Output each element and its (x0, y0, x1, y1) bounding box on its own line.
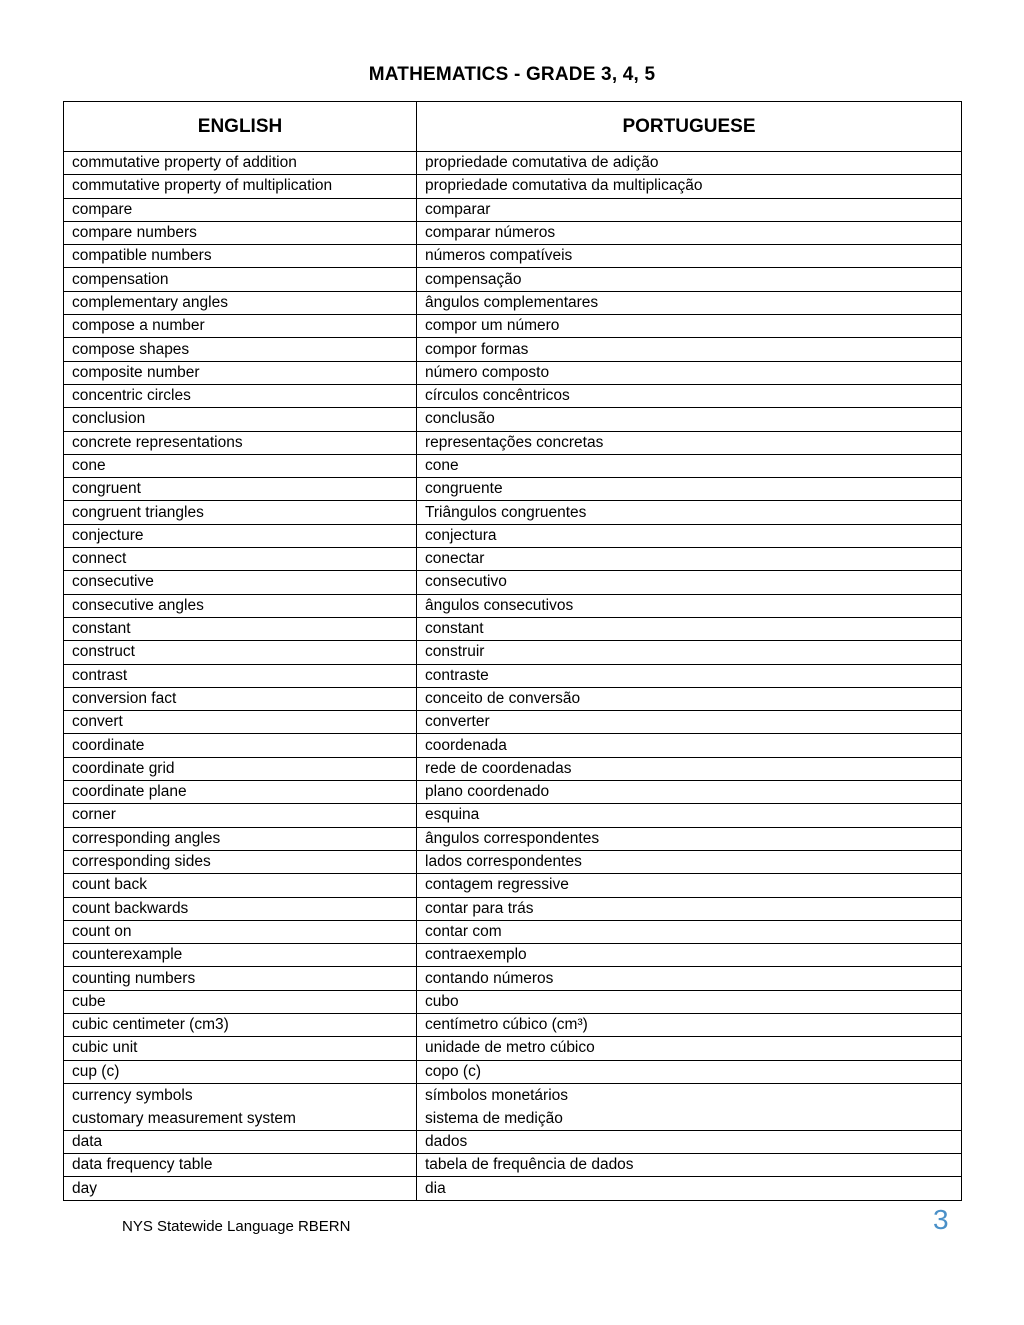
table-row (64, 1013, 962, 1036)
table-row (64, 548, 962, 571)
english-term: consecutive angles (72, 596, 204, 614)
portuguese-term: símbolos monetários (425, 1086, 569, 1104)
portuguese-term: Triângulos congruentes (425, 503, 587, 521)
portuguese-term: contar para trás (425, 899, 534, 917)
portuguese-term: contagem regressive (425, 876, 569, 894)
english-term: data (72, 1133, 103, 1151)
portuguese-term: número composto (425, 363, 550, 381)
table-row (64, 897, 962, 920)
portuguese-term-cell (417, 315, 962, 338)
portuguese-term: cone (425, 457, 459, 474)
portuguese-term-cell (417, 850, 962, 873)
table-row (64, 291, 962, 314)
portuguese-term-cell (417, 1013, 962, 1036)
table-row (64, 617, 962, 640)
portuguese-term-cell (417, 338, 962, 361)
english-term: convert (72, 713, 123, 731)
english-term: cube (72, 992, 106, 1010)
table-row (64, 571, 962, 594)
english-term: compose shapes (72, 340, 190, 358)
table-row (64, 641, 962, 664)
english-term: compare (72, 200, 133, 218)
portuguese-term: centímetro cúbico (cm³) (425, 1016, 588, 1034)
portuguese-term-cell (417, 594, 962, 617)
table-row (64, 850, 962, 873)
english-term: congruent (72, 480, 141, 498)
english-term-cell (64, 548, 417, 571)
header-row (64, 102, 962, 152)
english-term-cell (64, 711, 417, 734)
english-term-cell (64, 291, 417, 314)
portuguese-term: dia (425, 1179, 446, 1197)
english-term-cell (64, 408, 417, 431)
table-row (64, 315, 962, 338)
portuguese-term: comparar números (425, 224, 556, 242)
portuguese-term: congruente (425, 480, 503, 498)
english-term: conversion fact (72, 689, 177, 707)
english-term: counterexample (72, 946, 183, 964)
table-row (64, 687, 962, 710)
english-term: coordinate plane (72, 783, 187, 801)
portuguese-term: círculos concêntricos (425, 387, 570, 405)
portuguese-term: conceito de conversão (425, 689, 581, 707)
english-term: compare numbers (72, 224, 197, 242)
portuguese-term: consecutivo (425, 573, 507, 591)
table-row (64, 944, 962, 967)
portuguese-term-cell (417, 454, 962, 477)
english-term-cell (64, 1154, 417, 1177)
english-column-header: ENGLISH (64, 102, 417, 152)
table-row (64, 501, 962, 524)
portuguese-term-cell (417, 152, 962, 175)
table-row (64, 431, 962, 454)
portuguese-term: ângulos consecutivos (425, 596, 574, 614)
english-term: contrast (72, 666, 128, 684)
english-term-cell (64, 944, 417, 967)
table-row (64, 594, 962, 617)
english-term: compensation (72, 270, 169, 288)
table-row (64, 757, 962, 780)
english-term: coordinate (72, 736, 145, 754)
english-term-cell (64, 920, 417, 943)
portuguese-term: cubo (425, 992, 459, 1010)
portuguese-term: sistema de medição (425, 1109, 563, 1127)
english-term: construct (72, 643, 135, 661)
portuguese-term: lados correspondentes (425, 853, 582, 871)
portuguese-term: compensação (425, 270, 522, 288)
table-row (64, 454, 962, 477)
english-term-cell (64, 664, 417, 687)
english-term-cell (64, 734, 417, 757)
portuguese-term: compor um número (425, 317, 560, 335)
english-term-cell (64, 1083, 417, 1130)
table-row (64, 1130, 962, 1153)
english-term-cell (64, 431, 417, 454)
portuguese-term: constant (425, 620, 484, 638)
portuguese-term-cell (417, 198, 962, 221)
portuguese-term-cell (417, 757, 962, 780)
english-term: conclusion (72, 410, 146, 428)
english-term-cell (64, 221, 417, 244)
portuguese-term-cell (417, 548, 962, 571)
portuguese-term: compor formas (425, 340, 529, 358)
english-term: complementary angles (72, 293, 228, 311)
portuguese-term: propriedade comutativa da multiplicação (425, 177, 703, 195)
table-row (64, 198, 962, 221)
portuguese-term-cell (417, 804, 962, 827)
portuguese-term: representações concretas (425, 433, 604, 451)
english-term-cell (64, 524, 417, 547)
portuguese-term-cell (417, 175, 962, 198)
table-row (64, 920, 962, 943)
english-term-cell (64, 827, 417, 850)
table-row (64, 384, 962, 407)
table-row (64, 734, 962, 757)
portuguese-term-cell (417, 384, 962, 407)
portuguese-term-cell (417, 641, 962, 664)
english-term: consecutive (72, 573, 154, 591)
portuguese-term: copo (c) (425, 1062, 481, 1080)
english-term: compatible numbers (72, 247, 212, 265)
english-term-cell (64, 571, 417, 594)
english-term-cell (64, 501, 417, 524)
table-row (64, 781, 962, 804)
english-term-cell (64, 641, 417, 664)
english-term-cell (64, 781, 417, 804)
english-term: connect (72, 550, 127, 568)
english-term: cone (72, 457, 106, 474)
english-term: data frequency table (72, 1156, 213, 1174)
page-number: 3 (933, 1204, 949, 1235)
english-term: cubic centimeter (cm3) (72, 1016, 229, 1034)
english-term-cell (64, 478, 417, 501)
portuguese-term-cell (417, 1130, 962, 1153)
english-term: compose a number (72, 317, 205, 335)
portuguese-term: dados (425, 1133, 468, 1151)
english-term: count on (72, 922, 132, 940)
portuguese-term-cell (417, 990, 962, 1013)
english-term-cell (64, 990, 417, 1013)
portuguese-term: tabela de frequência de dados (425, 1156, 634, 1174)
english-term-cell (64, 384, 417, 407)
portuguese-term-cell (417, 524, 962, 547)
portuguese-term: contraste (425, 666, 489, 684)
english-term-cell (64, 315, 417, 338)
portuguese-term: conjectura (425, 526, 497, 544)
portuguese-term-cell (417, 268, 962, 291)
english-term-cell (64, 245, 417, 268)
english-term: commutative property of addition (72, 154, 297, 172)
portuguese-term-cell (417, 408, 962, 431)
portuguese-term: contar com (425, 922, 502, 940)
portuguese-term: construir (425, 643, 485, 661)
english-term: cup (c) (72, 1062, 120, 1080)
portuguese-term: rede de coordenadas (425, 759, 572, 777)
portuguese-term-cell (417, 1060, 962, 1083)
table-row (64, 1177, 962, 1200)
english-term-cell (64, 874, 417, 897)
portuguese-term: esquina (425, 806, 480, 824)
portuguese-term: plano coordenado (425, 783, 550, 801)
english-term: coordinate grid (72, 759, 175, 777)
english-term-cell (64, 1037, 417, 1060)
portuguese-term-cell (417, 431, 962, 454)
portuguese-term-cell (417, 501, 962, 524)
english-term: congruent triangles (72, 503, 204, 521)
portuguese-term: contraexemplo (425, 946, 527, 964)
portuguese-term: ângulos complementares (425, 293, 599, 311)
table-row (64, 874, 962, 897)
portuguese-term: ângulos correspondentes (425, 829, 600, 847)
english-term: concentric circles (72, 387, 191, 405)
table-row (64, 175, 962, 198)
english-term: constant (72, 620, 131, 638)
table-row (64, 245, 962, 268)
portuguese-term-cell (417, 967, 962, 990)
portuguese-term-cell (417, 571, 962, 594)
portuguese-term-cell (417, 944, 962, 967)
english-term-cell (64, 757, 417, 780)
english-term-cell (64, 594, 417, 617)
table-row (64, 804, 962, 827)
portuguese-term: propriedade comutativa de adição (425, 154, 659, 172)
portuguese-term-cell (417, 1154, 962, 1177)
portuguese-term: conclusão (425, 410, 495, 428)
portuguese-term-cell (417, 478, 962, 501)
table-row (64, 152, 962, 175)
english-term-cell (64, 804, 417, 827)
portuguese-term-cell (417, 734, 962, 757)
portuguese-term-cell (417, 781, 962, 804)
table-row (64, 221, 962, 244)
portuguese-term-cell (417, 617, 962, 640)
table-row (64, 827, 962, 850)
table-row (64, 338, 962, 361)
portuguese-column-header: PORTUGUESE (417, 102, 962, 152)
table-row (64, 664, 962, 687)
table-row (64, 1037, 962, 1060)
portuguese-term: conectar (425, 550, 485, 568)
english-term-cell (64, 687, 417, 710)
portuguese-term: comparar (425, 200, 491, 218)
table-row (64, 361, 962, 384)
english-term-cell (64, 338, 417, 361)
english-term: composite number (72, 363, 200, 381)
english-term: commutative property of multiplication (72, 177, 333, 195)
english-term-cell (64, 152, 417, 175)
portuguese-term-cell (417, 1177, 962, 1200)
table-row (64, 711, 962, 734)
glossary-table (63, 101, 962, 1201)
portuguese-term-cell (417, 897, 962, 920)
english-term-cell (64, 1060, 417, 1083)
portuguese-term: converter (425, 713, 490, 731)
portuguese-term-cell (417, 874, 962, 897)
english-term-cell (64, 617, 417, 640)
table-row (64, 1083, 962, 1130)
portuguese-term-cell (417, 1083, 962, 1130)
english-term-cell (64, 1013, 417, 1036)
english-term: conjecture (72, 526, 144, 544)
portuguese-term-cell (417, 291, 962, 314)
portuguese-term-cell (417, 920, 962, 943)
table-row (64, 1154, 962, 1177)
english-term-cell (64, 1130, 417, 1153)
portuguese-term-cell (417, 1037, 962, 1060)
portuguese-term-cell (417, 827, 962, 850)
table-row (64, 967, 962, 990)
table-row (64, 408, 962, 431)
table-row (64, 268, 962, 291)
table-row (64, 478, 962, 501)
english-term: corresponding sides (72, 853, 211, 871)
english-term: corresponding angles (72, 829, 221, 847)
english-term: customary measurement system (72, 1109, 296, 1127)
english-term-cell (64, 198, 417, 221)
portuguese-term: contando números (425, 969, 554, 987)
portuguese-term-cell (417, 361, 962, 384)
page-title: MATHEMATICS - GRADE 3, 4, 5 (368, 64, 656, 85)
portuguese-term: números compatíveis (425, 247, 573, 265)
english-term: concrete representations (72, 433, 243, 451)
portuguese-term-cell (417, 687, 962, 710)
english-term: corner (72, 806, 116, 824)
english-term-cell (64, 454, 417, 477)
table-row (64, 1060, 962, 1083)
english-term-cell (64, 967, 417, 990)
english-term: count back (72, 876, 147, 894)
footer-text: NYS Statewide Language RBERN (122, 1218, 351, 1235)
portuguese-term-cell (417, 245, 962, 268)
portuguese-term-cell (417, 221, 962, 244)
glossary-body (64, 152, 962, 1201)
english-term: count backwards (72, 899, 189, 917)
table-row (64, 524, 962, 547)
english-term-cell (64, 175, 417, 198)
english-term-cell (64, 850, 417, 873)
portuguese-term-cell (417, 664, 962, 687)
english-term: day (72, 1179, 97, 1197)
english-term: currency symbols (72, 1086, 193, 1104)
english-term: counting numbers (72, 969, 196, 987)
portuguese-term-cell (417, 711, 962, 734)
english-term: cubic unit (72, 1039, 138, 1057)
english-term-cell (64, 1177, 417, 1200)
english-term-cell (64, 897, 417, 920)
english-term-cell (64, 361, 417, 384)
portuguese-term: coordenada (425, 736, 507, 754)
portuguese-term: unidade de metro cúbico (425, 1039, 595, 1057)
english-term-cell (64, 268, 417, 291)
table-row (64, 990, 962, 1013)
